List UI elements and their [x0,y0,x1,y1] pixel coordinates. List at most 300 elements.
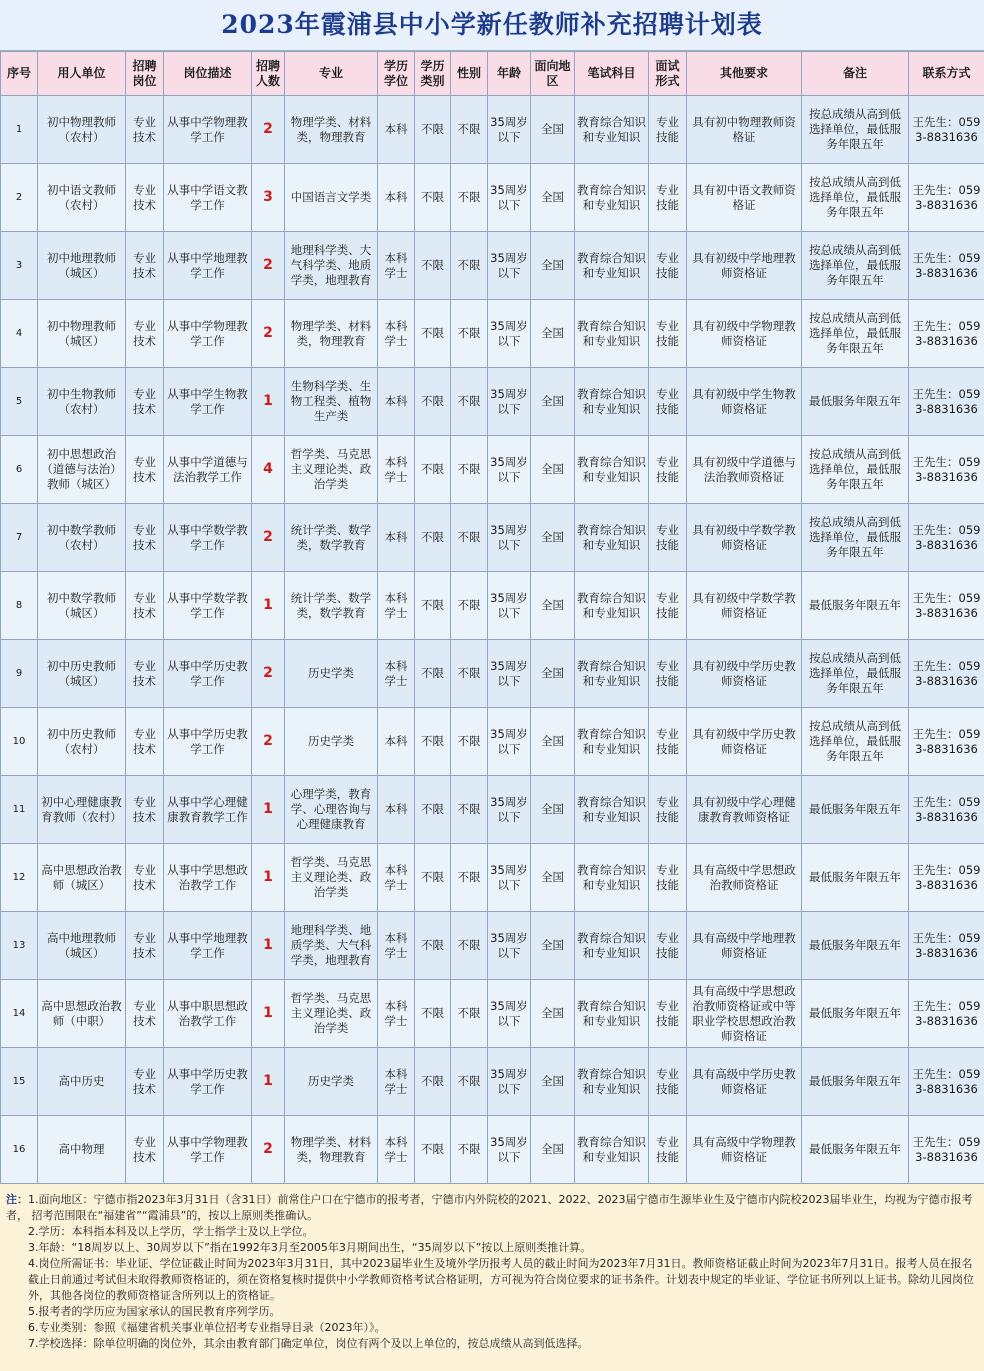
cell-req: 具有初级中学数学教师资格证 [687,572,802,640]
cell-major: 地理科学类、大气科学类、地质学类，地理教育 [285,232,378,300]
cell-gender: 不限 [451,572,488,640]
cell-unit: 初中历史教师（农村） [38,708,126,776]
cell-edutype: 不限 [415,232,451,300]
notes-section [0,1183,984,1371]
page-title: 2023年霞浦县中小学新任教师补充招聘计划表 [0,0,984,51]
cell-count: 1 [252,1048,285,1116]
column-header-post: 招聘岗位 [126,52,164,96]
cell-gender: 不限 [451,300,488,368]
cell-interview: 专业技能 [649,1116,687,1184]
cell-post: 专业技术 [126,912,164,980]
cell-interview: 专业技能 [649,504,687,572]
cell-req: 具有初级中学道德与法治教师资格证 [687,436,802,504]
cell-remark: 最低服务年限五年 [802,1116,909,1184]
cell-contact: 王先生：0593-8831636 [909,1048,984,1116]
cell-age: 35周岁以下 [488,572,531,640]
cell-exam: 教育综合知识和专业知识 [575,504,649,572]
table-row [1,844,984,912]
cell-edu: 本科 [378,368,415,436]
cell-contact: 王先生：0593-8831636 [909,436,984,504]
cell-area: 全国 [531,708,575,776]
cell-unit: 初中数学教师（农村） [38,504,126,572]
cell-exam: 教育综合知识和专业知识 [575,1116,649,1184]
cell-edu: 本科学士 [378,912,415,980]
cell-remark: 按总成绩从高到低选择单位，最低服务年限五年 [802,232,909,300]
cell-major: 哲学类、马克思主义理论类、政治学类 [285,844,378,912]
cell-req: 具有高级中学思想政治教师资格证 [687,844,802,912]
cell-age: 35周岁以下 [488,708,531,776]
cell-req: 具有初级中学历史教师资格证 [687,640,802,708]
cell-edutype: 不限 [415,912,451,980]
cell-major: 物理学类、材料类，物理教育 [285,96,378,164]
cell-age: 35周岁以下 [488,844,531,912]
cell-edutype: 不限 [415,96,451,164]
cell-exam: 教育综合知识和专业知识 [575,776,649,844]
cell-area: 全国 [531,776,575,844]
table-row [1,640,984,708]
column-header-edutype: 学历类别 [415,52,451,96]
cell-edutype: 不限 [415,980,451,1048]
cell-age: 35周岁以下 [488,912,531,980]
cell-major: 历史学类 [285,640,378,708]
note-item-3: 3.年龄：“18周岁以上、30周岁以下”指在1992年3月至2005年3月期间出生，“35周岁以下”按以上原则类推计算。 [28,1241,592,1254]
cell-post: 专业技术 [126,96,164,164]
cell-contact: 王先生：0593-8831636 [909,504,984,572]
note-item-2: 2.学历：本科指本科及以上学历，学士指学士及以上学位。 [28,1225,314,1238]
cell-interview: 专业技能 [649,640,687,708]
cell-post: 专业技术 [126,776,164,844]
cell-desc: 从事中学道德与法治教学工作 [164,436,252,504]
cell-contact: 王先生：0593-8831636 [909,708,984,776]
cell-edu: 本科学士 [378,572,415,640]
cell-edu: 本科 [378,504,415,572]
cell-remark: 按总成绩从高到低选择单位，最低服务年限五年 [802,164,909,232]
cell-req: 具有高级中学地理教师资格证 [687,912,802,980]
cell-edu: 本科 [378,776,415,844]
cell-unit: 初中物理教师（城区） [38,300,126,368]
table-row [1,1048,984,1116]
cell-seq: 14 [1,980,38,1048]
cell-gender: 不限 [451,504,488,572]
cell-gender: 不限 [451,776,488,844]
cell-unit: 高中思想政治教师（城区） [38,844,126,912]
cell-unit: 初中历史教师（城区） [38,640,126,708]
table-body [1,96,984,1184]
cell-interview: 专业技能 [649,912,687,980]
cell-unit: 高中物理 [38,1116,126,1184]
cell-edutype: 不限 [415,776,451,844]
table-row [1,708,984,776]
note-item-4: 4.岗位所需证书：毕业证、学位证截止时间为2023年3月31日，其中2023届毕业生及境外学历报考人员的截止时间为2023年7月31日。教师资格证截止时间为2023年7月31日。报考人员在报名截止日前通过考试但未取得教师资格证的，须在资格复核时提供中小学教师资格考试合格证明，方可视为符合岗位要求的证书条件。计划表中规定的毕业证、学位证书所列以上证书。除幼儿园岗位外，其他各岗位的教师资格证含所列以上的资格证。 [28,1257,974,1302]
cell-remark: 按总成绩从高到低选择单位，最低服务年限五年 [802,640,909,708]
cell-age: 35周岁以下 [488,436,531,504]
cell-desc: 从事中学物理教学工作 [164,1116,252,1184]
cell-seq: 11 [1,776,38,844]
cell-post: 专业技术 [126,844,164,912]
cell-desc: 从事中学思想政治教学工作 [164,844,252,912]
cell-interview: 专业技能 [649,776,687,844]
cell-seq: 9 [1,640,38,708]
cell-req: 具有高级中学物理教师资格证 [687,1116,802,1184]
column-header-area: 面向地区 [531,52,575,96]
cell-seq: 12 [1,844,38,912]
cell-major: 哲学类、马克思主义理论类、政治学类 [285,980,378,1048]
cell-interview: 专业技能 [649,164,687,232]
cell-unit: 高中历史 [38,1048,126,1116]
cell-major: 统计学类、数学类，数学教育 [285,504,378,572]
cell-interview: 专业技能 [649,300,687,368]
cell-major: 历史学类 [285,708,378,776]
cell-remark: 最低服务年限五年 [802,776,909,844]
cell-remark: 最低服务年限五年 [802,1048,909,1116]
note-item-5: 5.报考者的学历应为国家承认的国民教育序列学历。 [28,1305,281,1318]
cell-major: 中国语言文学类 [285,164,378,232]
cell-post: 专业技术 [126,640,164,708]
cell-interview: 专业技能 [649,572,687,640]
cell-contact: 王先生：0593-8831636 [909,96,984,164]
cell-contact: 王先生：0593-8831636 [909,844,984,912]
cell-edutype: 不限 [415,640,451,708]
cell-post: 专业技术 [126,504,164,572]
note-item-6: 6.专业类别：参照《福建省机关事业单位招考专业指导目录（2023年）》。 [28,1321,386,1334]
table-row [1,912,984,980]
cell-area: 全国 [531,368,575,436]
cell-count: 1 [252,912,285,980]
cell-edu: 本科学士 [378,1116,415,1184]
cell-req: 具有初中语文教师资格证 [687,164,802,232]
cell-area: 全国 [531,232,575,300]
column-header-interview: 面试形式 [649,52,687,96]
cell-post: 专业技术 [126,232,164,300]
cell-count: 2 [252,300,285,368]
column-header-desc: 岗位描述 [164,52,252,96]
cell-remark: 最低服务年限五年 [802,912,909,980]
cell-edutype: 不限 [415,1116,451,1184]
cell-area: 全国 [531,164,575,232]
table-row [1,1116,984,1184]
cell-count: 2 [252,232,285,300]
cell-interview: 专业技能 [649,844,687,912]
cell-edu: 本科学士 [378,436,415,504]
cell-contact: 王先生：0593-8831636 [909,232,984,300]
cell-unit: 初中地理教师（城区） [38,232,126,300]
cell-contact: 王先生：0593-8831636 [909,640,984,708]
cell-age: 35周岁以下 [488,96,531,164]
cell-age: 35周岁以下 [488,300,531,368]
cell-seq: 15 [1,1048,38,1116]
table-row [1,776,984,844]
column-header-count: 招聘人数 [252,52,285,96]
note-item-7: 7.学校选择：除单位明确的岗位外，其余由教育部门确定单位，岗位有两个及以上单位的，按总成绩从高到低选择。 [28,1337,589,1350]
cell-gender: 不限 [451,1116,488,1184]
cell-age: 35周岁以下 [488,1116,531,1184]
cell-count: 1 [252,776,285,844]
table-row [1,300,984,368]
cell-interview: 专业技能 [649,708,687,776]
cell-exam: 教育综合知识和专业知识 [575,368,649,436]
cell-desc: 从事中学地理教学工作 [164,232,252,300]
cell-desc: 从事中学生物教学工作 [164,368,252,436]
table-row [1,572,984,640]
cell-area: 全国 [531,504,575,572]
cell-age: 35周岁以下 [488,504,531,572]
cell-count: 3 [252,164,285,232]
cell-edu: 本科学士 [378,640,415,708]
cell-major: 地理科学类、地质学类、大气科学类，地理教育 [285,912,378,980]
cell-desc: 从事中学物理教学工作 [164,300,252,368]
column-header-gender: 性别 [451,52,488,96]
cell-seq: 5 [1,368,38,436]
cell-contact: 王先生：0593-8831636 [909,572,984,640]
cell-major: 哲学类、马克思主义理论类、政治学类 [285,436,378,504]
recruitment-plan-table [0,51,984,1184]
cell-count: 2 [252,96,285,164]
cell-major: 生物科学类、生物工程类、植物生产类 [285,368,378,436]
cell-count: 1 [252,980,285,1048]
cell-desc: 从事中职思想政治教学工作 [164,980,252,1048]
cell-req: 具有初级中学数学教师资格证 [687,504,802,572]
cell-desc: 从事中学数学教学工作 [164,504,252,572]
cell-edu: 本科 [378,164,415,232]
column-header-req: 其他要求 [687,52,802,96]
cell-gender: 不限 [451,232,488,300]
cell-contact: 王先生：0593-8831636 [909,1116,984,1184]
cell-edutype: 不限 [415,164,451,232]
cell-unit: 初中语文教师（农村） [38,164,126,232]
cell-req: 具有初级中学地理教师资格证 [687,232,802,300]
cell-unit: 高中思想政治教师（中职） [38,980,126,1048]
table-header-row [1,52,984,96]
column-header-seq: 序号 [1,52,38,96]
cell-edutype: 不限 [415,504,451,572]
cell-gender: 不限 [451,436,488,504]
cell-unit: 初中物理教师（农村） [38,96,126,164]
cell-seq: 6 [1,436,38,504]
cell-edutype: 不限 [415,300,451,368]
cell-gender: 不限 [451,1048,488,1116]
cell-remark: 按总成绩从高到低选择单位，最低服务年限五年 [802,436,909,504]
cell-exam: 教育综合知识和专业知识 [575,96,649,164]
column-header-edu: 学历学位 [378,52,415,96]
cell-area: 全国 [531,96,575,164]
cell-area: 全国 [531,436,575,504]
cell-area: 全国 [531,980,575,1048]
table-row [1,504,984,572]
cell-seq: 10 [1,708,38,776]
cell-exam: 教育综合知识和专业知识 [575,640,649,708]
cell-interview: 专业技能 [649,96,687,164]
cell-seq: 7 [1,504,38,572]
cell-area: 全国 [531,1116,575,1184]
cell-post: 专业技术 [126,300,164,368]
cell-edutype: 不限 [415,436,451,504]
notes-label: 注： [6,1193,28,1206]
cell-count: 2 [252,708,285,776]
cell-exam: 教育综合知识和专业知识 [575,572,649,640]
cell-edu: 本科学士 [378,300,415,368]
cell-remark: 按总成绩从高到低选择单位，最低服务年限五年 [802,96,909,164]
column-header-age: 年龄 [488,52,531,96]
cell-desc: 从事中学语文教学工作 [164,164,252,232]
cell-edu: 本科学士 [378,1048,415,1116]
table-row [1,368,984,436]
cell-desc: 从事中学历史教学工作 [164,1048,252,1116]
cell-seq: 3 [1,232,38,300]
cell-desc: 从事中学地理教学工作 [164,912,252,980]
cell-major: 历史学类 [285,1048,378,1116]
note-item-1: 注：1.面向地区：宁德市指2023年3月31日（含31日）前常住户口在宁德市的报考者，宁德市内外院校的2021、2022、2023届宁德市生源毕业生及宁德市内院校2023届毕业生，均视为宁德市报考者， 招考范围限在“福建省”“霞浦县”的，按以上原则类推确认。 [6,1193,973,1222]
cell-remark: 最低服务年限五年 [802,980,909,1048]
cell-contact: 王先生：0593-8831636 [909,300,984,368]
cell-req: 具有初级中学生物教师资格证 [687,368,802,436]
table-row [1,980,984,1048]
cell-edutype: 不限 [415,708,451,776]
cell-seq: 1 [1,96,38,164]
cell-req: 具有高级中学思想政治教师资格证或中等职业学校思想政治教师资格证 [687,980,802,1048]
cell-desc: 从事中学心理健康教育教学工作 [164,776,252,844]
cell-contact: 王先生：0593-8831636 [909,368,984,436]
table-row [1,232,984,300]
cell-post: 专业技术 [126,1048,164,1116]
cell-contact: 王先生：0593-8831636 [909,776,984,844]
cell-gender: 不限 [451,96,488,164]
cell-interview: 专业技能 [649,436,687,504]
cell-count: 1 [252,844,285,912]
cell-age: 35周岁以下 [488,164,531,232]
cell-exam: 教育综合知识和专业知识 [575,1048,649,1116]
cell-major: 统计学类、数学类，数学教育 [285,572,378,640]
cell-remark: 最低服务年限五年 [802,572,909,640]
column-header-exam: 笔试科目 [575,52,649,96]
cell-exam: 教育综合知识和专业知识 [575,980,649,1048]
cell-edutype: 不限 [415,844,451,912]
cell-age: 35周岁以下 [488,980,531,1048]
cell-req: 具有高级中学历史教师资格证 [687,1048,802,1116]
cell-unit: 初中心理健康教育教师（农村） [38,776,126,844]
cell-exam: 教育综合知识和专业知识 [575,912,649,980]
cell-edutype: 不限 [415,572,451,640]
cell-edu: 本科学士 [378,844,415,912]
cell-count: 2 [252,504,285,572]
cell-post: 专业技术 [126,1116,164,1184]
cell-interview: 专业技能 [649,980,687,1048]
cell-contact: 王先生：0593-8831636 [909,980,984,1048]
cell-edutype: 不限 [415,368,451,436]
cell-count: 4 [252,436,285,504]
column-header-unit: 用人单位 [38,52,126,96]
cell-gender: 不限 [451,640,488,708]
cell-unit: 初中思想政治（道德与法治）教师（城区） [38,436,126,504]
cell-seq: 2 [1,164,38,232]
cell-exam: 教育综合知识和专业知识 [575,164,649,232]
cell-remark: 最低服务年限五年 [802,844,909,912]
cell-desc: 从事中学物理教学工作 [164,96,252,164]
cell-major: 心理学类，教育学、心理咨询与心理健康教育 [285,776,378,844]
cell-post: 专业技术 [126,708,164,776]
cell-interview: 专业技能 [649,232,687,300]
cell-age: 35周岁以下 [488,776,531,844]
cell-major: 物理学类、材料类，物理教育 [285,1116,378,1184]
cell-gender: 不限 [451,980,488,1048]
cell-seq: 8 [1,572,38,640]
column-header-major: 专业 [285,52,378,96]
cell-post: 专业技术 [126,368,164,436]
table-row [1,96,984,164]
cell-edu: 本科 [378,96,415,164]
cell-req: 具有初级中学心理健康教育教师资格证 [687,776,802,844]
cell-post: 专业技术 [126,436,164,504]
cell-seq: 13 [1,912,38,980]
cell-req: 具有初中物理教师资格证 [687,96,802,164]
cell-gender: 不限 [451,844,488,912]
cell-req: 具有初级中学历史教师资格证 [687,708,802,776]
cell-remark: 最低服务年限五年 [802,368,909,436]
cell-seq: 16 [1,1116,38,1184]
cell-interview: 专业技能 [649,1048,687,1116]
cell-area: 全国 [531,1048,575,1116]
cell-gender: 不限 [451,708,488,776]
cell-desc: 从事中学数学教学工作 [164,572,252,640]
column-header-remark: 备注 [802,52,909,96]
cell-remark: 按总成绩从高到低选择单位，最低服务年限五年 [802,300,909,368]
cell-area: 全国 [531,844,575,912]
cell-desc: 从事中学历史教学工作 [164,708,252,776]
cell-interview: 专业技能 [649,368,687,436]
table-row [1,436,984,504]
cell-post: 专业技术 [126,572,164,640]
cell-req: 具有初级中学物理教师资格证 [687,300,802,368]
cell-count: 1 [252,572,285,640]
cell-exam: 教育综合知识和专业知识 [575,436,649,504]
cell-count: 1 [252,368,285,436]
cell-age: 35周岁以下 [488,368,531,436]
cell-exam: 教育综合知识和专业知识 [575,300,649,368]
cell-unit: 高中地理教师（城区） [38,912,126,980]
cell-desc: 从事中学历史教学工作 [164,640,252,708]
table-row [1,164,984,232]
cell-edu: 本科学士 [378,232,415,300]
cell-area: 全国 [531,300,575,368]
cell-area: 全国 [531,640,575,708]
cell-edutype: 不限 [415,1048,451,1116]
cell-exam: 教育综合知识和专业知识 [575,844,649,912]
cell-remark: 按总成绩从高到低选择单位，最低服务年限五年 [802,504,909,572]
cell-post: 专业技术 [126,980,164,1048]
cell-post: 专业技术 [126,164,164,232]
cell-unit: 初中生物教师（农村） [38,368,126,436]
cell-edu: 本科学士 [378,980,415,1048]
cell-contact: 王先生：0593-8831636 [909,164,984,232]
cell-count: 2 [252,1116,285,1184]
cell-count: 2 [252,640,285,708]
cell-contact: 王先生：0593-8831636 [909,912,984,980]
cell-exam: 教育综合知识和专业知识 [575,708,649,776]
cell-unit: 初中数学教师（城区） [38,572,126,640]
cell-area: 全国 [531,572,575,640]
cell-age: 35周岁以下 [488,1048,531,1116]
cell-exam: 教育综合知识和专业知识 [575,232,649,300]
cell-seq: 4 [1,300,38,368]
cell-edu: 本科 [378,708,415,776]
cell-age: 35周岁以下 [488,232,531,300]
cell-age: 35周岁以下 [488,640,531,708]
cell-gender: 不限 [451,368,488,436]
cell-gender: 不限 [451,912,488,980]
column-header-contact: 联系方式 [909,52,984,96]
cell-gender: 不限 [451,164,488,232]
cell-major: 物理学类、材料类，物理教育 [285,300,378,368]
cell-remark: 按总成绩从高到低选择单位，最低服务年限五年 [802,708,909,776]
